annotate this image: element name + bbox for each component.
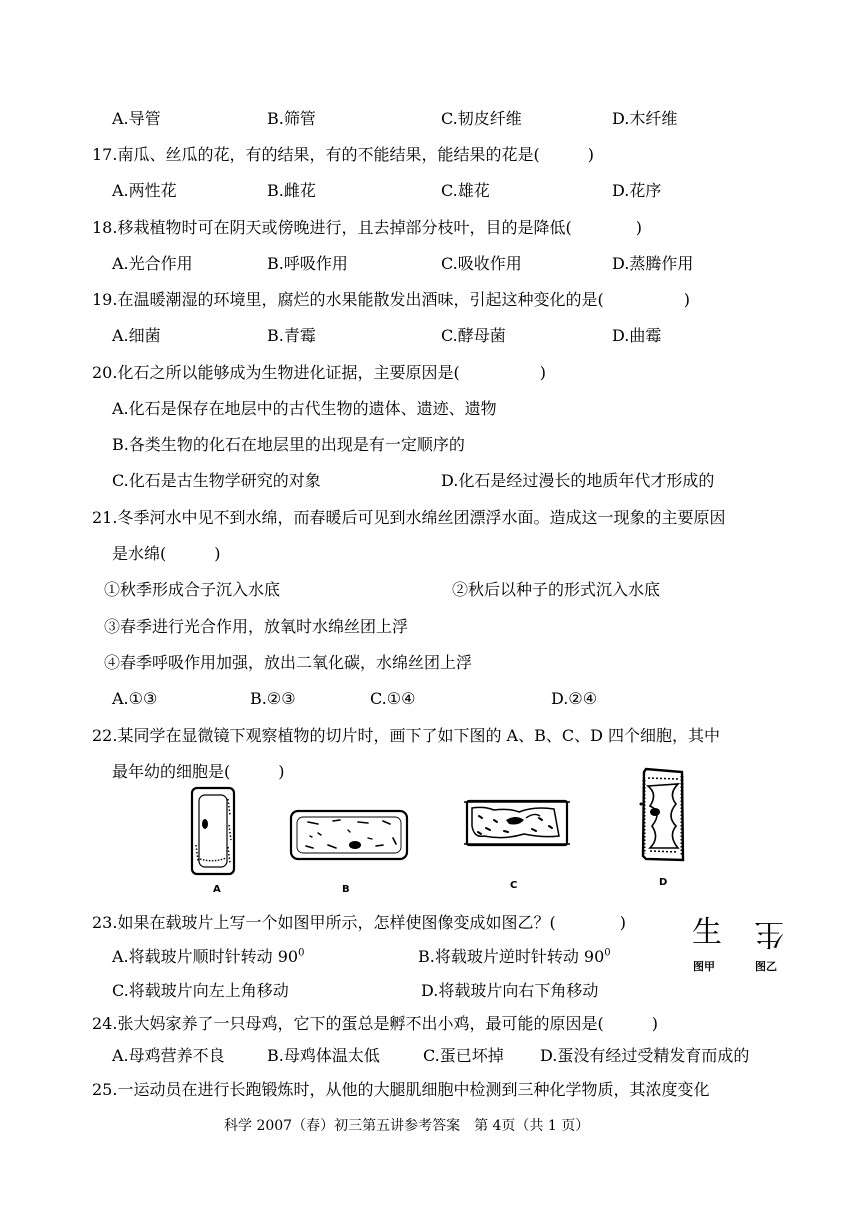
q19-option-b: B.青霉 <box>267 326 316 345</box>
q18-option-b: B.呼吸作用 <box>267 254 348 273</box>
q24-option-d: D.蛋没有经过受精发育而成的 <box>540 1046 750 1065</box>
q18-option-a: A.光合作用 <box>112 254 193 273</box>
q18-option-d: D.蒸腾作用 <box>612 254 694 273</box>
q23-option-c: C.将载玻片向左上角移动 <box>112 981 289 1000</box>
q20-option-b: B.各类生物的化石在地层里的出现是有一定顺序的 <box>112 435 465 454</box>
figure-yi-label: 图乙 <box>755 960 777 973</box>
q16-option-a: A.导管 <box>112 109 161 128</box>
cell-d-drawing <box>638 766 688 864</box>
q19-option-d: D.曲霉 <box>612 326 662 345</box>
q23-option-a <box>112 947 304 967</box>
q23-stem: 23.如果在载玻片上写一个如图甲所示，怎样使图像变成如图乙？( ) <box>92 913 626 932</box>
q23-option-b <box>418 947 611 967</box>
q21-option-d: D.②④ <box>551 689 598 708</box>
q20-option-a: A.化石是保存在地层中的古代生物的遗体、遗迹、遗物 <box>112 399 497 418</box>
q21-option-a: A.①③ <box>112 689 158 708</box>
cell-d-label: D <box>659 877 668 888</box>
q19-option-c: C.酵母菌 <box>441 326 506 345</box>
q21-option-c: C.①④ <box>370 689 416 708</box>
q17-option-d: D.花序 <box>612 181 662 200</box>
q24-option-a: A.母鸡营养不良 <box>112 1046 225 1065</box>
q22-stem-line1: 22.某同学在显微镜下观察植物的切片时，画下了如下图的 A、B、C、D 四个细胞，其中 <box>92 726 721 745</box>
figure-yi-glyph: 生 <box>754 916 784 951</box>
cell-b-drawing <box>288 808 410 862</box>
q21-stem-line1: 21.冬季河水中见不到水绵，而春暖后可见到水绵丝团漂浮水面。造成这一现象的主要原因 <box>92 508 726 527</box>
q19-option-a: A.细菌 <box>112 326 161 345</box>
figure-jia-glyph: 生 <box>692 915 722 950</box>
q18-option-c: C.吸收作用 <box>441 254 522 273</box>
cell-b-label: B <box>342 884 350 895</box>
q24-option-c: C.蛋已坏掉 <box>423 1046 504 1065</box>
q21-statement-4: ④春季呼吸作用加强，放出二氧化碳，水绵丝团上浮 <box>104 653 473 672</box>
q17-option-b: B.雌花 <box>267 181 316 200</box>
q17-stem: 17.南瓜、丝瓜的花，有的结果，有的不能结果，能结果的花是( ) <box>92 145 594 164</box>
q23-option-a-text: A.将载玻片顺时针转动 90 <box>112 947 299 966</box>
q22-stem-line2: 最年幼的细胞是( ) <box>112 762 285 781</box>
q20-option-c: C.化石是古生物学研究的对象 <box>112 471 321 490</box>
page-footer: 科学 2007（春）初三第五讲参考答案 第 4页（共 1 页） <box>224 1118 590 1134</box>
q16-option-d: D.木纤维 <box>612 109 678 128</box>
q21-statement-3: ③春季进行光合作用，放氧时水绵丝团上浮 <box>104 617 409 636</box>
cell-c-drawing <box>464 796 570 850</box>
q21-option-b: B.②③ <box>250 689 296 708</box>
q19-stem: 19.在温暖潮湿的环境里，腐烂的水果能散发出酒味，引起这种变化的是( ) <box>92 290 690 309</box>
cell-a-drawing <box>188 785 238 877</box>
q18-stem: 18.移栽植物时可在阴天或傍晚进行，且去掉部分枝叶，目的是降低( ) <box>92 218 642 237</box>
figure-jia-label: 图甲 <box>693 960 715 973</box>
q21-statement-1: ①秋季形成合子沉入水底 <box>104 580 281 599</box>
cell-a-label: A <box>213 884 221 895</box>
q16-option-c: C.韧皮纤维 <box>441 109 522 128</box>
q24-option-b: B.母鸡体温太低 <box>267 1046 380 1065</box>
q17-option-c: C.雄花 <box>441 181 490 200</box>
q16-option-b: B.筛管 <box>267 109 316 128</box>
degree-superscript: 0 <box>604 947 611 959</box>
q21-stem-line2: 是水绵( ) <box>112 544 221 563</box>
q17-option-a: A.两性花 <box>112 181 177 200</box>
cell-c-label: C <box>510 880 518 891</box>
q20-stem: 20.化石之所以能够成为生物进化证据，主要原因是( ) <box>92 363 546 382</box>
q23-option-d: D.将载玻片向右下角移动 <box>421 981 599 1000</box>
q20-option-d: D.化石是经过漫长的地质年代才形成的 <box>441 471 715 490</box>
q25-stem: 25.一运动员在进行长跑锻炼时，从他的大腿肌细胞中检测到三种化学物质，其浓度变化 <box>92 1080 710 1099</box>
degree-superscript: 0 <box>298 947 305 959</box>
q23-option-b-text: B.将载玻片逆时针转动 90 <box>418 947 605 966</box>
q24-stem: 24.张大妈家养了一只母鸡，它下的蛋总是孵不出小鸡，最可能的原因是( ) <box>92 1014 658 1033</box>
q21-statement-2: ②秋后以种子的形式沉入水底 <box>452 580 661 599</box>
